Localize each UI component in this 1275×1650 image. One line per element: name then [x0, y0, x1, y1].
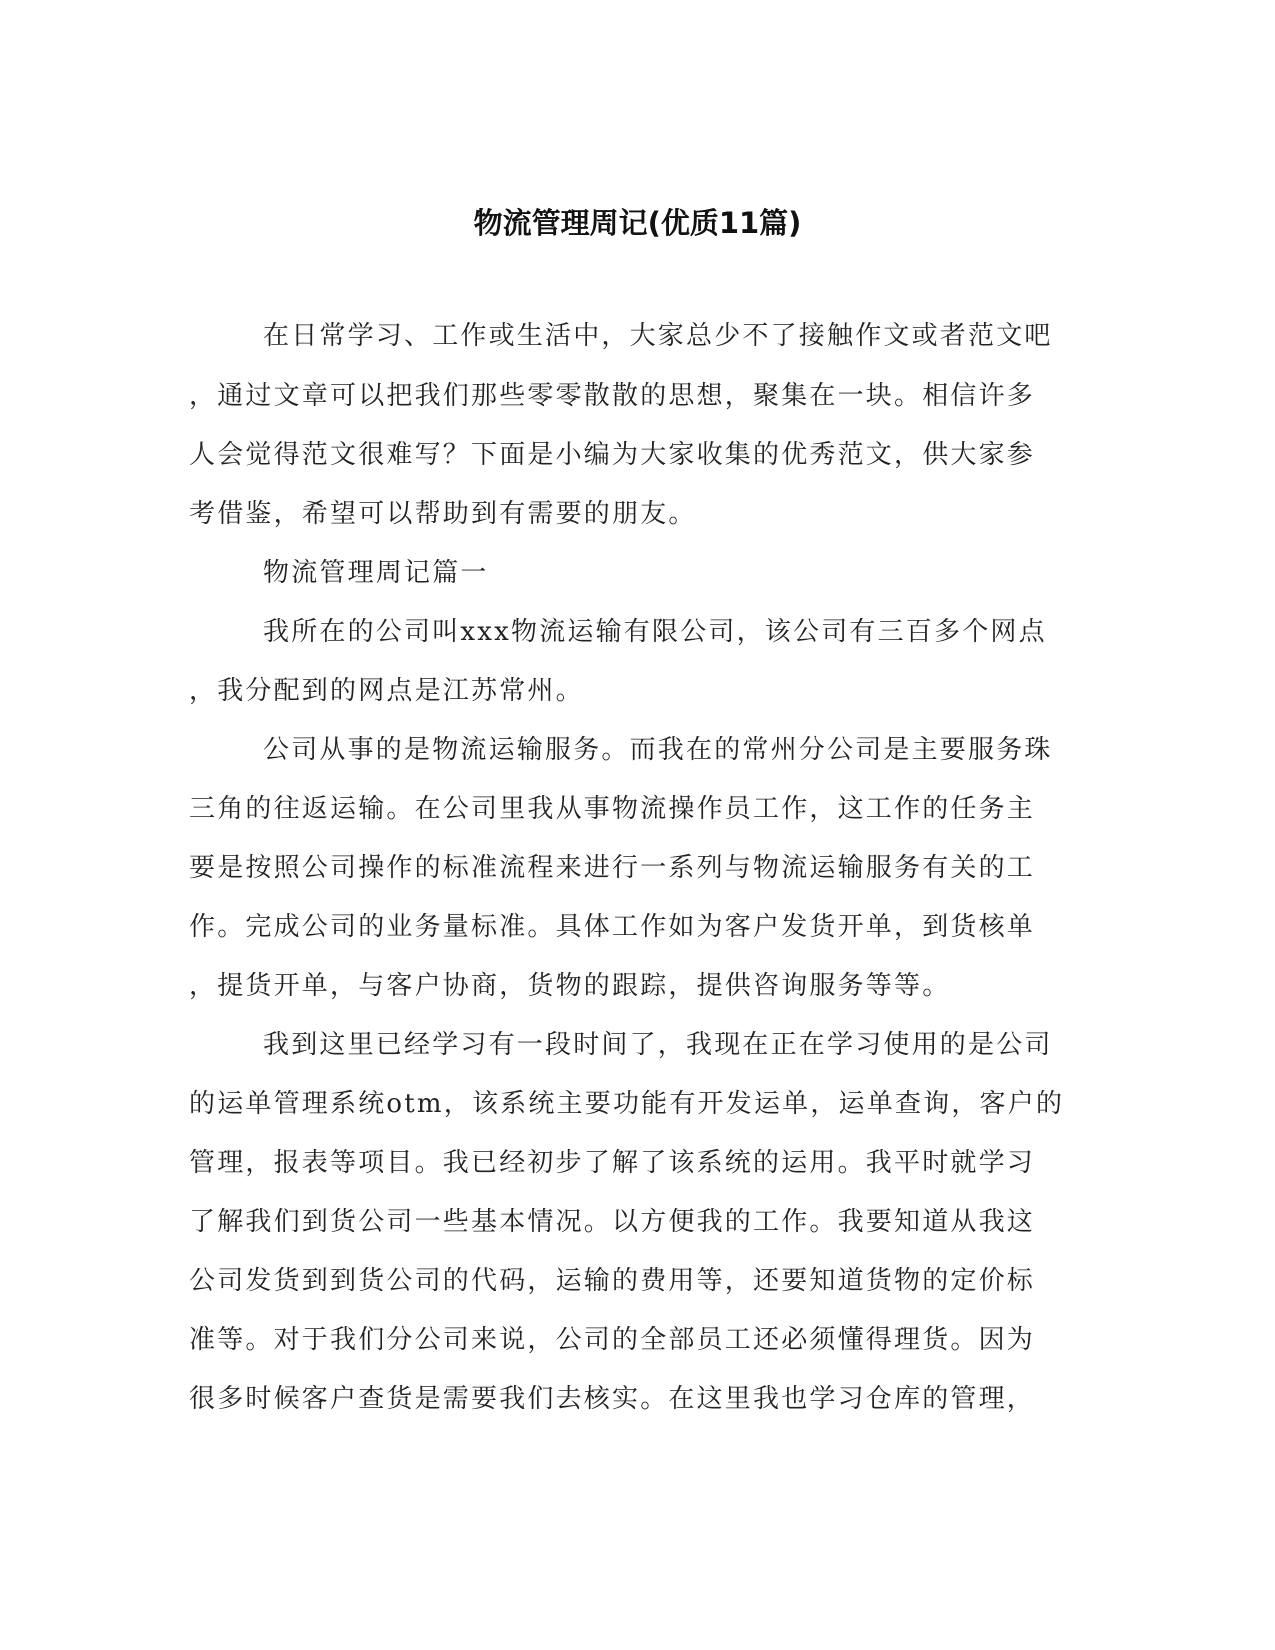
paragraph-line: 很多时候客户查货是需要我们去核实。在这里我也学习仓库的管理， — [189, 1384, 1036, 1414]
paragraph-line: 要是按照公司操作的标准流程来进行一系列与物流运输服务有关的工 — [189, 853, 1036, 883]
paragraph-line: 我到这里已经学习有一段时间了，我现在正在学习使用的是公司 — [263, 1030, 1053, 1060]
section-heading: 物流管理周记篇一 — [263, 558, 489, 588]
paragraph-line: ，提货开单，与客户协商，货物的跟踪，提供咨询服务等等。 — [189, 971, 951, 1001]
paragraph-line: 了解我们到货公司一些基本情况。以方便我的工作。我要知道从我这 — [189, 1207, 1036, 1237]
paragraph-line: 人会觉得范文很难写？下面是小编为大家收集的优秀范文，供大家参 — [189, 440, 1036, 470]
paragraph-line: ，我分配到的网点是江苏常州。 — [189, 676, 584, 706]
paragraph-line: 管理，报表等项目。我已经初步了解了该系统的运用。我平时就学习 — [189, 1148, 1036, 1178]
paragraph-line: ，通过文章可以把我们那些零零散散的思想，聚集在一块。相信许多 — [189, 381, 1036, 411]
paragraph-line: 三角的往返运输。在公司里我从事物流操作员工作，这工作的任务主 — [189, 794, 1036, 824]
paragraph-line: 的运单管理系统otm，该系统主要功能有开发运单，运单查询，客户的 — [189, 1089, 1065, 1119]
paragraph-line: 公司发货到到货公司的代码，运输的费用等，还要知道货物的定价标 — [189, 1266, 1036, 1296]
paragraph-line: 作。完成公司的业务量标准。具体工作如为客户发货开单，到货核单 — [189, 912, 1036, 942]
document-title: 物流管理周记(优质11篇) — [473, 206, 802, 240]
paragraph-line: 准等。对于我们分公司来说，公司的全部员工还必须懂得理货。因为 — [189, 1325, 1036, 1355]
paragraph-line: 我所在的公司叫xxx物流运输有限公司，该公司有三百多个网点 — [263, 617, 1047, 647]
paragraph-line: 在日常学习、工作或生活中，大家总少不了接触作文或者范文吧 — [263, 321, 1053, 351]
paragraph-line: 考借鉴，希望可以帮助到有需要的朋友。 — [189, 499, 697, 529]
paragraph-line: 公司从事的是物流运输服务。而我在的常州分公司是主要服务珠 — [263, 735, 1053, 765]
